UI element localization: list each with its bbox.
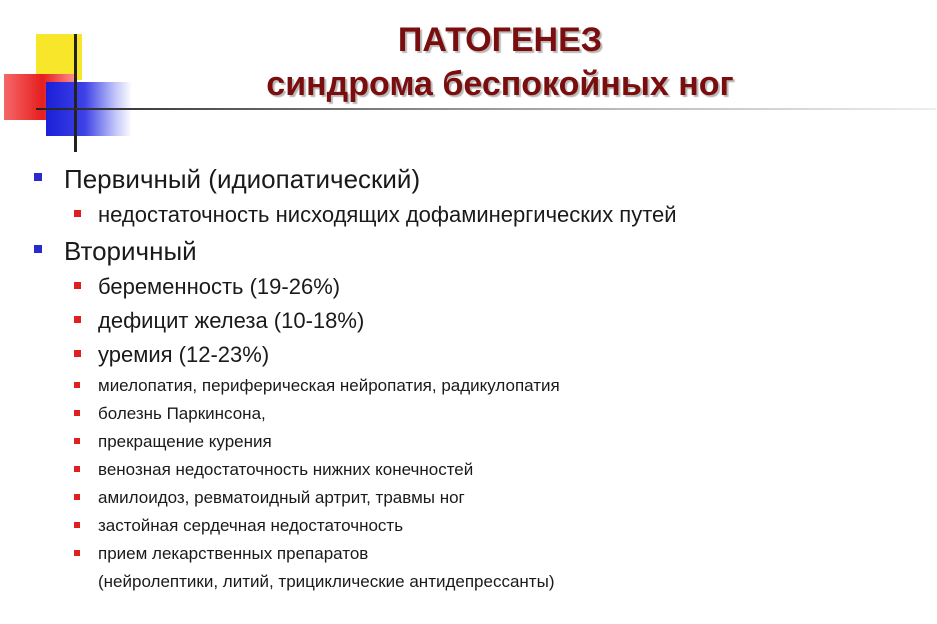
list-item bbox=[32, 338, 922, 372]
square-bullet-icon bbox=[74, 382, 80, 388]
square-bullet-icon bbox=[34, 245, 42, 253]
section-label: Первичный (идиопатический) bbox=[64, 164, 421, 194]
square-bullet-icon bbox=[74, 410, 80, 416]
list-item bbox=[32, 198, 922, 232]
list-item bbox=[32, 400, 922, 428]
list-item-text: прекращение курения bbox=[98, 432, 272, 451]
bullet-list bbox=[32, 160, 922, 596]
list-item-text: прием лекарственных препаратов bbox=[98, 544, 369, 563]
list-item-text: амилоидоз, ревматоидный артрит, травмы ног bbox=[98, 488, 465, 507]
list-item-text: болезнь Паркинсона, bbox=[98, 404, 266, 423]
list-item bbox=[32, 540, 922, 568]
list-item bbox=[32, 372, 922, 400]
list-item-text: миелопатия, периферическая нейропатия, радикулопатия bbox=[98, 376, 560, 395]
list-item bbox=[32, 512, 922, 540]
title-line-1: ПАТОГЕНЕЗ bbox=[397, 21, 603, 59]
square-bullet-icon bbox=[34, 173, 42, 181]
section-secondary bbox=[32, 232, 922, 270]
slide-title bbox=[180, 18, 820, 106]
list-item bbox=[32, 270, 922, 304]
square-bullet-icon bbox=[74, 316, 81, 323]
square-bullet-icon bbox=[74, 466, 80, 472]
list-item bbox=[32, 304, 922, 338]
list-item bbox=[32, 456, 922, 484]
section-primary bbox=[32, 160, 922, 198]
square-bullet-icon bbox=[74, 350, 81, 357]
square-bullet-icon bbox=[74, 438, 80, 444]
square-bullet-icon bbox=[74, 210, 81, 217]
list-item-text: беременность (19-26%) bbox=[98, 274, 341, 299]
list-item-continuation bbox=[32, 568, 922, 596]
decorative-corner-logo bbox=[0, 0, 160, 160]
square-bullet-icon bbox=[74, 494, 80, 500]
list-item-text: дефицит железа (10-18%) bbox=[98, 308, 365, 333]
list-item-text: (нейролептики, литий, трициклические антидепрессанты) bbox=[98, 572, 555, 591]
list-item bbox=[32, 484, 922, 512]
list-item-text: венозная недостаточность нижних конечностей bbox=[98, 460, 474, 479]
section-label: Вторичный bbox=[64, 236, 197, 266]
list-item-text: уремия (12-23%) bbox=[98, 342, 270, 367]
square-bullet-icon bbox=[74, 522, 80, 528]
list-item-text: застойная сердечная недостаточность bbox=[98, 516, 404, 535]
list-item bbox=[32, 428, 922, 456]
title-divider-line bbox=[36, 108, 936, 110]
square-bullet-icon bbox=[74, 282, 81, 289]
vertical-line bbox=[74, 34, 77, 152]
square-bullet-icon bbox=[74, 550, 80, 556]
list-item-text: недостаточность нисходящих дофаминергических путей bbox=[98, 202, 677, 227]
title-line-2: синдрома беспокойных ног bbox=[266, 65, 734, 103]
